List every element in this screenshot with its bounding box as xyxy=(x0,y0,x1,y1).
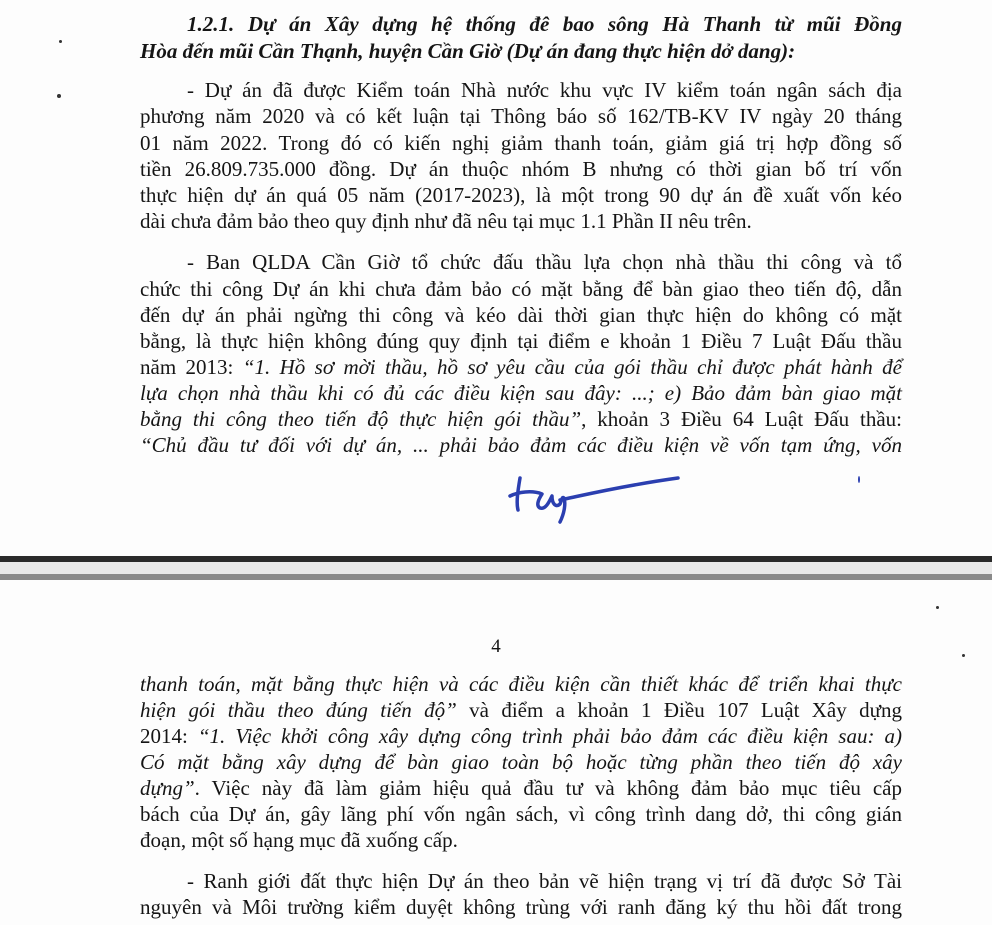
paragraph-2-line-7: bằng thi công theo tiến độ thực hiện gói thầu”, khoản 3 Điều 64 Luật Đấu thầu: xyxy=(140,407,902,431)
paragraph-3-line-1: - Ranh giới đất thực hiện Dự án theo bản vẽ hiện trạng vị trí đã được Sở Tài xyxy=(187,869,902,893)
paragraph-2-line-2: chức thi công Dự án khi chưa đảm bảo có mặt bằng để bàn giao theo tiến độ, dẫn xyxy=(140,277,902,301)
paragraph-1-line-4: tiền 26.809.735.000 đồng. Dự án thuộc nhóm B nhưng có thời gian bố trí vốn xyxy=(140,157,902,181)
continuation-line-6: bách của Dự án, gây lãng phí vốn ngân sách, vì công trình dang dở, thi công gián xyxy=(140,802,902,826)
scan-speck xyxy=(59,40,62,43)
page-gap xyxy=(0,562,992,574)
continuation-line-3: 2014: “1. Việc khởi công xây dựng công trình phải bảo đảm các điều kiện sau: a) xyxy=(140,724,902,748)
paragraph-1-line-3: 01 năm 2022. Trong đó có kiến nghị giảm thanh toán, giảm giá trị hợp đồng số xyxy=(140,131,902,155)
continuation-line-7: đoạn, một số hạng mục đã xuống cấp. xyxy=(140,828,458,852)
paragraph-2-line-6: lựa chọn nhà thầu khi có đủ các điều kiện sau đây: ...; e) Bảo đảm bàn giao mặt xyxy=(140,381,902,405)
paragraph-3-line-2: nguyên và Môi trường kiểm duyệt không trùng với ranh đăng ký thu hồi đất trong xyxy=(140,895,902,919)
ink-mark xyxy=(858,476,860,483)
paragraph-2-line-8: “Chủ đầu tư đối với dự án, ... phải bảo đảm các điều kiện về vốn tạm ứng, vốn xyxy=(140,433,902,457)
paragraph-2-line-4: bằng, là thực hiện không đúng quy định tại điểm e khoản 1 Điều 7 Luật Đấu thầu xyxy=(140,329,902,353)
continuation-line-4: Có mặt bằng xây dựng để bàn giao toàn bộ hoặc từng phần theo tiến độ xây xyxy=(140,750,902,774)
continuation-line-5: dựng”. Việc này đã làm giảm hiệu quả đầu tư và không đảm bảo mục tiêu cấp xyxy=(140,776,902,800)
scan-speck xyxy=(57,94,61,98)
page-number: 4 xyxy=(491,636,501,657)
paragraph-1-line-1: - Dự án đã được Kiểm toán Nhà nước khu vực IV kiểm toán ngân sách địa xyxy=(187,78,902,102)
handwritten-signature xyxy=(500,470,690,530)
paragraph-2-line-1: - Ban QLDA Cần Giờ tổ chức đấu thầu lựa chọn nhà thầu thi công và tổ xyxy=(187,250,902,274)
section-heading-line-2: Hòa đến mũi Cần Thạnh, huyện Cần Giờ (Dự án đang thực hiện dở dang): xyxy=(140,39,796,63)
continuation-line-1: thanh toán, mặt bằng thực hiện và các điều kiện cần thiết khác để triển khai thực xyxy=(140,672,902,696)
scan-speck xyxy=(936,606,939,609)
continuation-line-2: hiện gói thầu theo đúng tiến độ” và điểm a khoản 1 Điều 107 Luật Xây dựng xyxy=(140,698,902,722)
section-heading-line-1: 1.2.1. Dự án Xây dựng hệ thống đê bao sông Hà Thanh từ mũi Đồng xyxy=(187,12,902,36)
paragraph-1-line-5: thực hiện dự án quá 05 năm (2017-2023), là một trong 90 dự án đề xuất vốn kéo xyxy=(140,183,902,207)
paragraph-1-line-2: phương năm 2020 và có kết luận tại Thông báo số 162/TB-KV IV ngày 20 tháng xyxy=(140,104,902,128)
paragraph-1-line-6: dài chưa đảm bảo theo quy định như đã nêu tại mục 1.1 Phần II nêu trên. xyxy=(140,209,752,233)
paragraph-2-line-3: đến dự án phải ngừng thi công và kéo dài thời gian thực hiện do không có mặt xyxy=(140,303,902,327)
paragraph-2-line-5: năm 2013: “1. Hồ sơ mời thầu, hồ sơ yêu cầu của gói thầu chỉ được phát hành để xyxy=(140,355,902,379)
